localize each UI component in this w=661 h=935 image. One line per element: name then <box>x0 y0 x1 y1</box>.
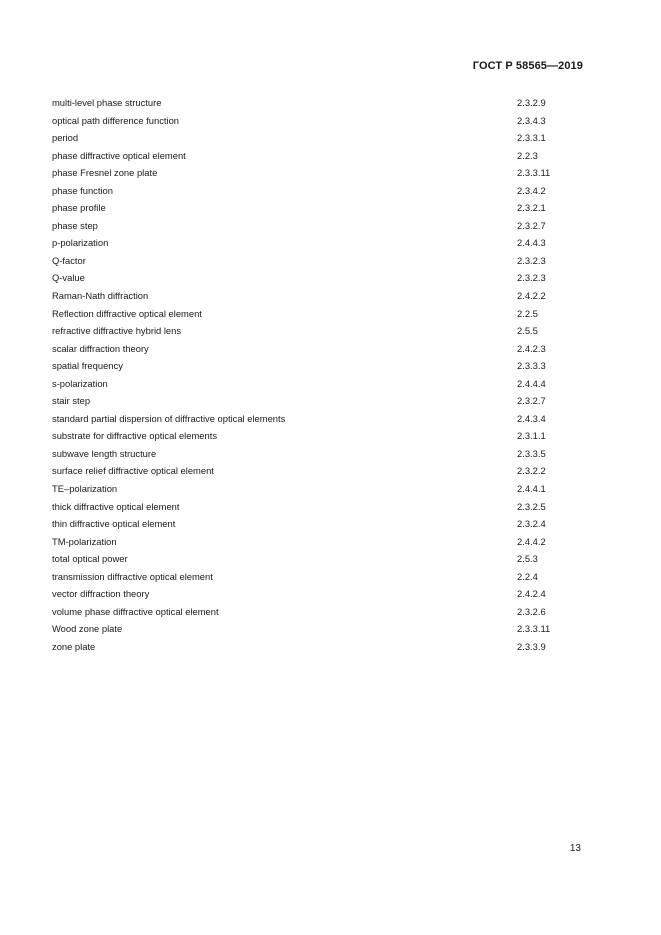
index-section-ref: 2.3.2.3 <box>517 272 546 284</box>
index-term: phase Fresnel zone plate <box>52 167 158 179</box>
index-section-ref: 2.3.2.7 <box>517 219 546 231</box>
index-section-ref: 2.4.4.2 <box>517 535 546 547</box>
index-term: standard partial dispersion of diffractive optical elements <box>52 412 286 424</box>
index-term: optical path difference function <box>52 114 179 126</box>
index-section-ref: 2.4.3.4 <box>517 412 546 424</box>
index-section-ref: 2.4.2.4 <box>517 588 546 600</box>
index-term: thin diffractive optical element <box>52 518 176 530</box>
index-section-ref: 2.3.1.1 <box>517 430 546 442</box>
index-entry <box>52 620 572 638</box>
index-section-ref: 2.3.2.6 <box>517 605 546 617</box>
index-section-ref: 2.2.3 <box>517 149 538 161</box>
index-term: Reflection diffractive optical element <box>52 307 202 319</box>
index-section-ref: 2.3.3.1 <box>517 132 546 144</box>
index-entry <box>52 585 572 603</box>
index-section-ref: 2.3.3.11 <box>517 623 551 635</box>
index-section-ref: 2.3.3.9 <box>517 640 546 652</box>
index-term: surface relief diffractive optical element <box>52 465 214 477</box>
index-entry <box>52 515 572 533</box>
index-term: p-polarization <box>52 237 109 249</box>
index-term: substrate for diffractive optical elements <box>52 430 218 442</box>
index-term: Wood zone plate <box>52 623 123 635</box>
index-entry <box>52 199 572 217</box>
index-section-ref: 2.5.3 <box>517 553 538 565</box>
index-section-ref: 2.3.2.9 <box>517 97 546 108</box>
index-entry <box>52 164 572 182</box>
index-term: phase profile <box>52 202 106 214</box>
index-entry <box>52 603 572 621</box>
index-entry <box>52 392 572 410</box>
index-entry <box>52 252 572 270</box>
index-term: phase function <box>52 184 113 196</box>
index-term: s-polarization <box>52 377 108 389</box>
index-entry <box>52 340 572 358</box>
index-section-ref: 2.4.2.2 <box>517 290 546 302</box>
index-section-ref: 2.3.4.3 <box>517 114 546 126</box>
index-entry <box>52 305 572 323</box>
index-term: zone plate <box>52 640 96 652</box>
index-section-ref: 2.3.3.3 <box>517 360 546 372</box>
index-term: phase step <box>52 219 98 231</box>
document-header <box>473 60 583 72</box>
index-entry <box>52 375 572 393</box>
index-entry <box>52 427 572 445</box>
index-term: total optical power <box>52 553 128 565</box>
index-term: stair step <box>52 395 91 407</box>
index-term: Q-value <box>52 272 85 284</box>
index-section-ref: 2.3.2.2 <box>517 465 546 477</box>
index-entry <box>52 112 572 130</box>
index-section-ref: 2.3.2.4 <box>517 518 546 530</box>
index-entry <box>52 234 572 252</box>
index-term: spatial frequency <box>52 360 123 372</box>
index-section-ref: 2.3.3.11 <box>517 167 551 179</box>
index-section-ref: 2.4.4.1 <box>517 483 546 495</box>
index-section-ref: 2.3.2.1 <box>517 202 546 214</box>
index-term: thick diffractive optical element <box>52 500 180 512</box>
index-section-ref: 2.4.4.3 <box>517 237 546 249</box>
index-term: volume phase diffractive optical element <box>52 605 219 617</box>
index-term: scalar diffraction theory <box>52 342 149 354</box>
index-entry <box>52 357 572 375</box>
index-section-ref: 2.3.4.2 <box>517 184 546 196</box>
index-term: Q-factor <box>52 254 86 266</box>
index-entry <box>52 147 572 165</box>
index-entry <box>52 638 572 656</box>
page-number: 13 <box>569 843 581 854</box>
index-entry <box>52 568 572 586</box>
index-section-ref: 2.2.5 <box>517 307 538 319</box>
index-section-ref: 2.5.5 <box>517 325 538 337</box>
index-section-ref: 2.3.2.5 <box>517 500 546 512</box>
term-index-list <box>52 94 572 656</box>
index-term: Raman-Nath diffraction <box>52 290 149 302</box>
index-term: subwave length structure <box>52 447 157 459</box>
index-entry <box>52 550 572 568</box>
index-section-ref: 2.3.3.5 <box>517 447 546 459</box>
index-term: phase diffractive optical element <box>52 149 186 161</box>
index-section-ref: 2.4.2.3 <box>517 342 546 354</box>
index-section-ref: 2.3.2.7 <box>517 395 546 407</box>
index-entry <box>52 480 572 498</box>
index-section-ref: 2.2.4 <box>517 570 538 582</box>
index-entry <box>52 410 572 428</box>
index-term: TE–polarization <box>52 483 118 495</box>
index-entry <box>52 129 572 147</box>
index-entry <box>52 445 572 463</box>
index-entry <box>52 94 572 112</box>
index-entry <box>52 269 572 287</box>
index-term: period <box>52 132 79 144</box>
index-entry <box>52 322 572 340</box>
index-entry <box>52 533 572 551</box>
index-entry <box>52 287 572 305</box>
index-term: refractive diffractive hybrid lens <box>52 325 182 337</box>
index-term: vector diffraction theory <box>52 588 150 600</box>
index-term: TM-polarization <box>52 535 117 547</box>
index-term: transmission diffractive optical element <box>52 570 213 582</box>
index-term: multi-level phase structure <box>52 97 162 108</box>
index-entry <box>52 498 572 516</box>
index-section-ref: 2.4.4.4 <box>517 377 546 389</box>
index-entry <box>52 462 572 480</box>
index-entry <box>52 182 572 200</box>
standard-code: ГОСТ Р 58565—2019 <box>472 60 583 72</box>
index-section-ref: 2.3.2.3 <box>517 254 546 266</box>
index-entry <box>52 217 572 235</box>
